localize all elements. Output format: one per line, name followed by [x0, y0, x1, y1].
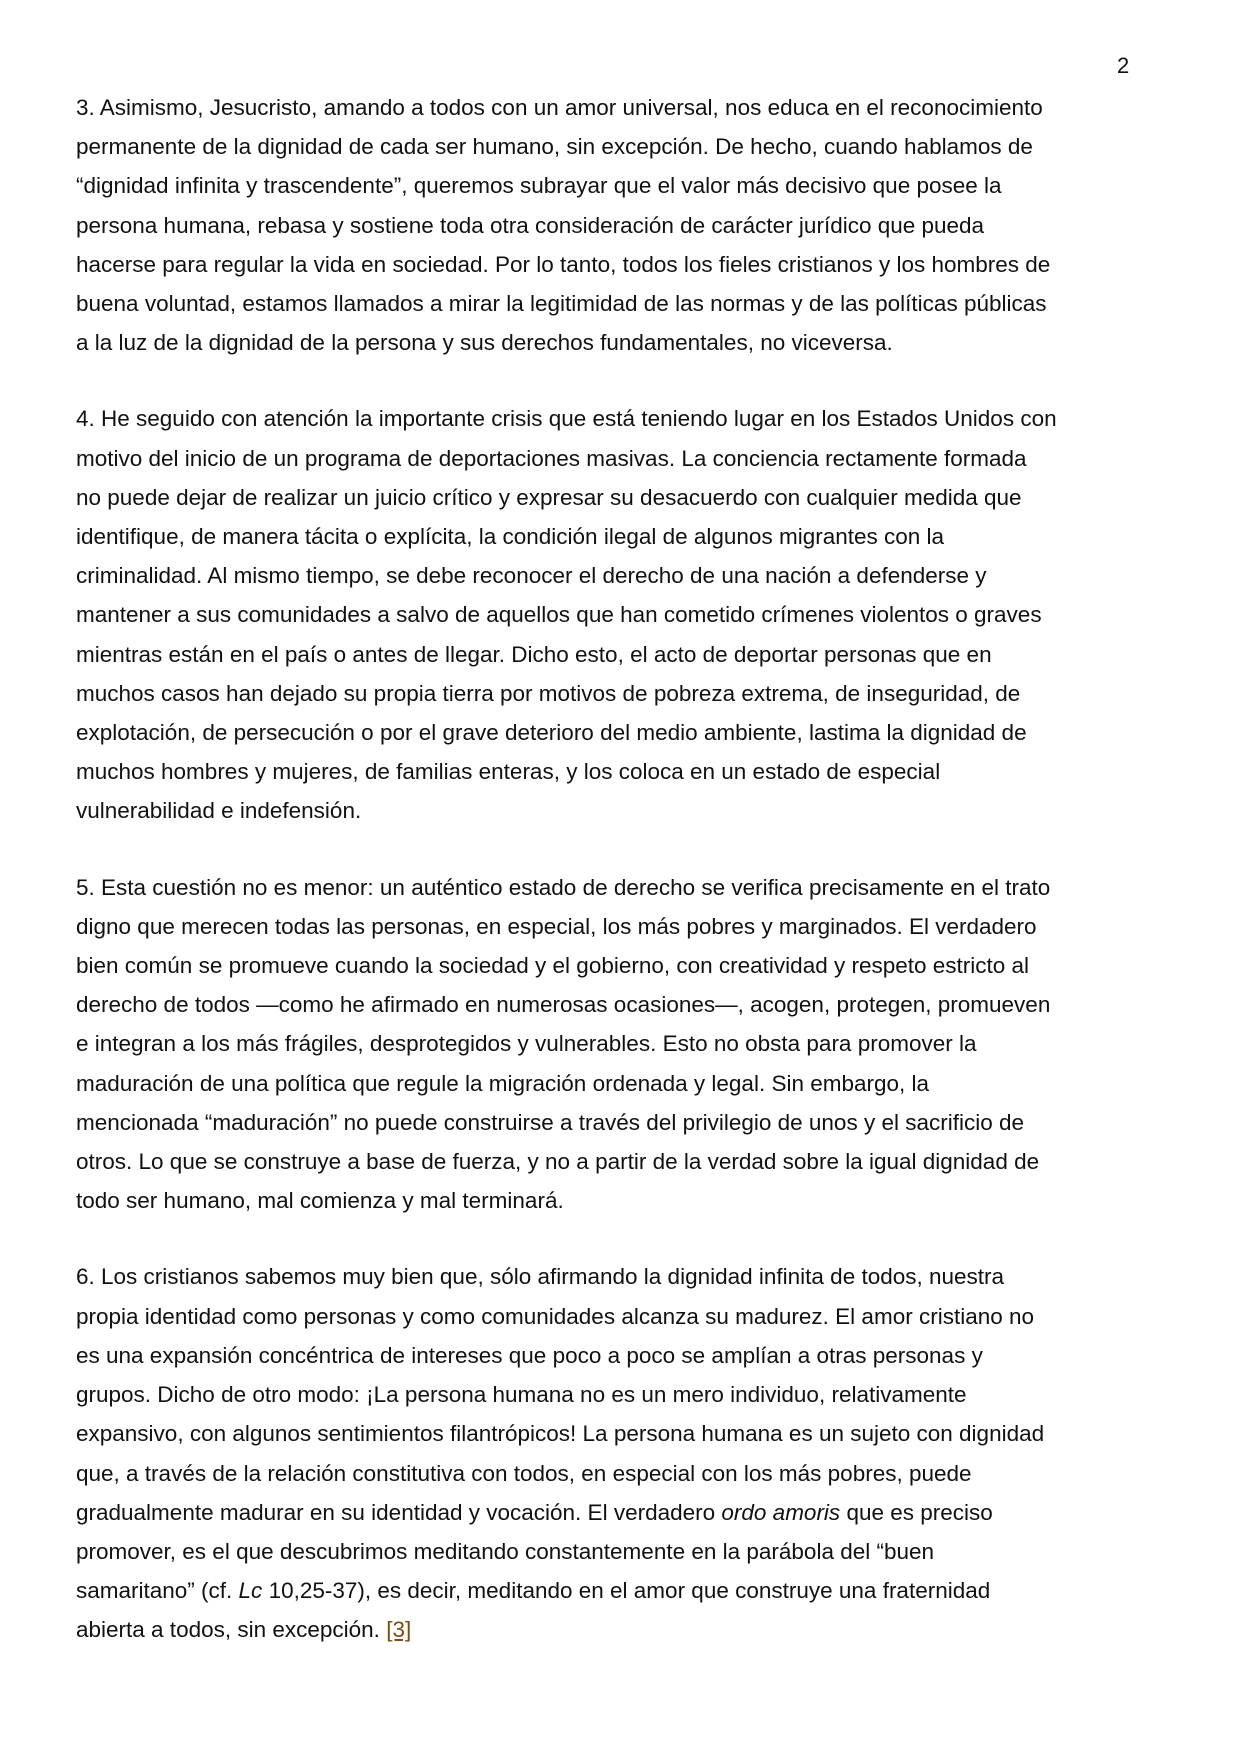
paragraph-6	[76, 1257, 1176, 1649]
text-run: abierta a todos, sin excepción.	[76, 1617, 387, 1643]
page-number: 2	[1117, 53, 1130, 78]
text-line: mantener a sus comunidades a salvo de aquellos que han cometido crímenes violentos o graves	[76, 602, 1042, 628]
text-line: no puede dejar de realizar un juicio crítico y expresar su desacuerdo con cualquier medida que	[76, 484, 1022, 510]
text-line: explotación, de persecución o por el grave deterioro del medio ambiente, lastima la dignidad de	[76, 720, 1027, 746]
text-line: 3. Asimismo, Jesucristo, amando a todos con un amor universal, nos educa en el reconocimiento	[76, 95, 1043, 120]
footnote-link-3[interactable]: [3]	[386, 1617, 412, 1643]
text-line: criminalidad. Al mismo tiempo, se debe reconocer el derecho de una nación a defenderse y	[76, 563, 987, 589]
text-line: e integran a los más frágiles, desprotegidos y vulnerables. Esto no obsta para promover la	[76, 1031, 977, 1057]
text-line: 5. Esta cuestión no es menor: un auténtico estado de derecho se verifica precisamente en el trato	[76, 874, 1051, 900]
text-line: mientras están en el país o antes de llegar. Dicho esto, el acto de deportar personas que en	[76, 641, 992, 667]
text-line	[76, 1571, 1176, 1610]
text-line: derecho de todos —como he afirmado en numerosas ocasiones—, acogen, protegen, promueven	[76, 992, 1051, 1018]
text-line: persona humana, rebasa y sostiene toda otra consideración de carácter jurídico que pueda	[76, 212, 985, 238]
text-line: a la luz de la dignidad de la persona y sus derechos fundamentales, no viceversa.	[76, 330, 893, 356]
paragraph-5	[76, 868, 1176, 1221]
text-line: motivo del inicio de un programa de deportaciones masivas. La conciencia rectamente formada	[76, 445, 1027, 471]
text-line: hacerse para regular la vida en sociedad. Por lo tanto, todos los fieles cristianos y los hombres de	[76, 251, 1051, 277]
text-line: todo ser humano, mal comienza y mal terminará.	[76, 1188, 564, 1214]
text-run: gradualmente madurar en su identidad y vocación. El verdadero	[76, 1499, 722, 1525]
text-run: 10,25-37), es decir, meditando en el amor que construye una fraternidad	[262, 1578, 991, 1604]
text-line: 6. Los cristianos sabemos muy bien que, sólo afirmando la dignidad infinita de todos, nuestra	[76, 1264, 1005, 1290]
text-line: muchos hombres y mujeres, de familias enteras, y los coloca en un estado de especial	[76, 759, 941, 785]
text-line: bien común se promueve cuando la sociedad y el gobierno, con creatividad y respeto estricto al	[76, 953, 1030, 979]
text-line: es una expansión concéntrica de intereses que poco a poco se amplían a otras personas y	[76, 1342, 983, 1368]
text-line: maduración de una política que regule la migración ordenada y legal. Sin embargo, la	[76, 1070, 930, 1096]
text-line: grupos. Dicho de otro modo: ¡La persona humana no es un mero individuo, relativamente	[76, 1382, 967, 1408]
text-run: samaritano” (cf.	[76, 1578, 239, 1604]
text-line: otros. Lo que se construye a base de fuerza, y no a partir de la verdad sobre la igual dignidad de	[76, 1149, 1040, 1175]
text-line: que, a través de la relación constitutiva con todos, en especial con los más pobres, puede	[76, 1460, 972, 1486]
document-body	[76, 88, 1176, 1687]
latin-term: ordo amoris	[721, 1499, 841, 1525]
text-line	[76, 1493, 1176, 1532]
text-line: propia identidad como personas y como comunidades alcanza su madurez. El amor cristiano no	[76, 1303, 1035, 1329]
bible-book-abbreviation: Lc	[238, 1578, 263, 1604]
text-line: expansivo, con algunos sentimientos filantrópicos! La persona humana es un sujeto con dignidad	[76, 1421, 1045, 1447]
text-line: identifique, de manera tácita o explícita, la condición ilegal de algunos migrantes con la	[76, 524, 945, 550]
text-run: que es preciso	[840, 1499, 993, 1525]
text-line: muchos casos han dejado su propia tierra por motivos de pobreza extrema, de inseguridad, de	[76, 680, 1021, 706]
paragraph-3	[76, 88, 1176, 362]
text-line	[76, 1610, 1176, 1649]
text-line: “dignidad infinita y trascendente”, queremos subrayar que el valor más decisivo que posee la	[76, 173, 1002, 199]
text-line: mencionada “maduración” no puede construirse a través del privilegio de unos y el sacrificio de	[76, 1109, 1025, 1135]
text-line: vulnerabilidad e indefensión.	[76, 798, 362, 824]
text-line: promover, es el que descubrimos meditando constantemente en la parábola del “buen	[76, 1538, 935, 1564]
text-line: digno que merecen todas las personas, en especial, los más pobres y marginados. El verdadero	[76, 913, 1037, 939]
text-line: permanente de la dignidad de cada ser humano, sin excepción. De hecho, cuando hablamos de	[76, 134, 1033, 160]
text-line: 4. He seguido con atención la importante crisis que está teniendo lugar en los Estados Unidos con	[76, 406, 1057, 432]
text-line: buena voluntad, estamos llamados a mirar la legitimidad de las normas y de las políticas públicas	[76, 291, 1047, 317]
paragraph-4	[76, 399, 1176, 830]
